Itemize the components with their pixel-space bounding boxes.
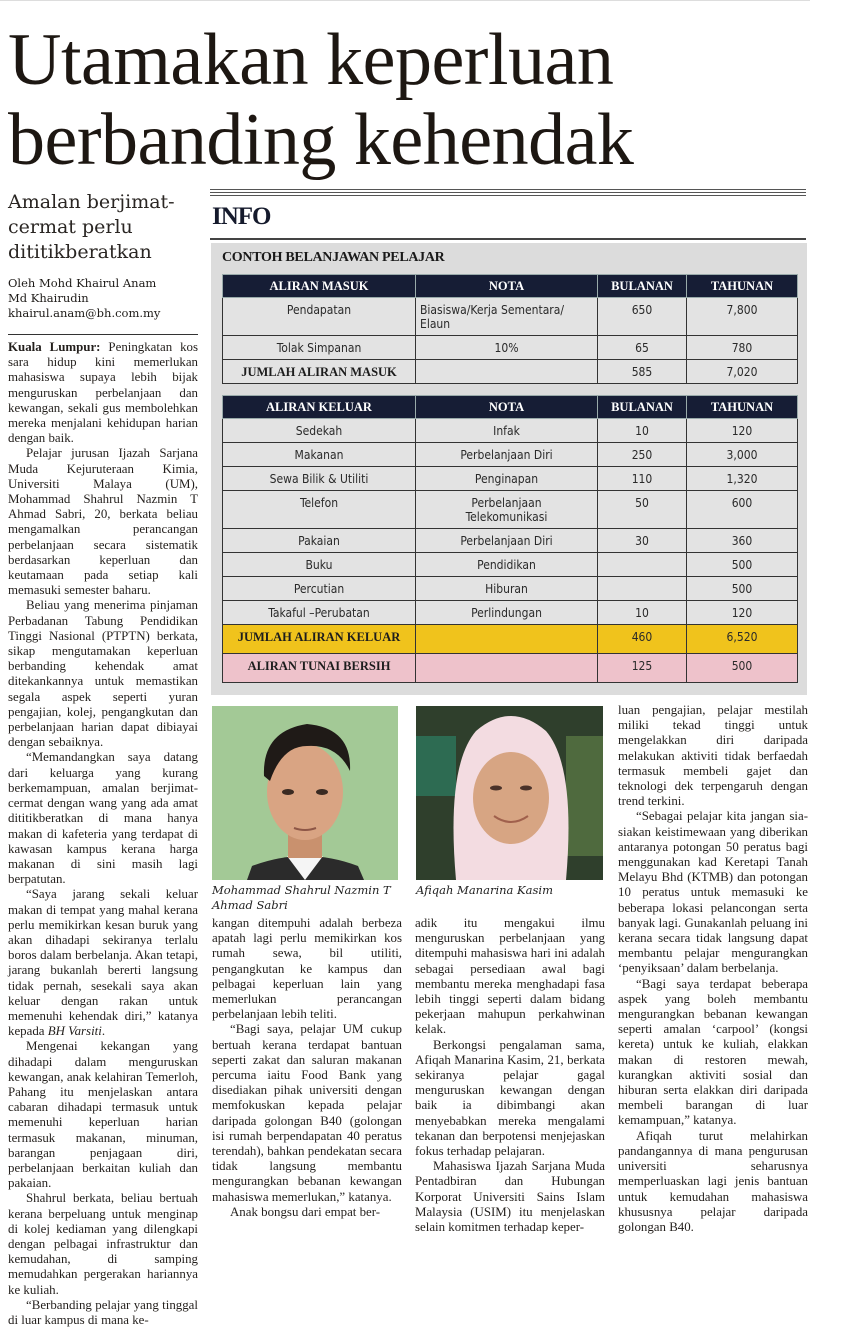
- headline-line-1: Utamakan keperluan: [8, 19, 614, 101]
- income-table: [222, 274, 798, 384]
- cell: 120: [687, 601, 798, 625]
- cell: 460: [598, 625, 687, 654]
- cell: Pakaian: [223, 529, 416, 553]
- byline-author: Oleh Mohd Khairul Anam: [8, 276, 157, 290]
- cell: 500: [687, 577, 798, 601]
- paragraph: kangan ditempuhi adalah berbeza apatah lagi perlu memikirkan kos rumah sewa, bil utiliti, pengangkutan ke kampus dan pelbagai keperluan lain yang memerlukan perancangan perbelanjaan lebih teliti.: [212, 916, 402, 1022]
- cell: 110: [598, 467, 687, 491]
- cell: 650: [598, 298, 687, 336]
- paragraph: “Sebagai pelajar kita jangan sia-siakan keistimewaan yang diberikan antaranya potongan 50 peratus bagi menggunakan kad Keretapi Tanah Melayu Bhd (KTMB) dan potongan 10 peratus untuk memasuki ke beberapa lokasi pelancongan serta banyak lagi. Gunakanlah peluang ini kerana secara tidak langsung dapat membantu pelajar mengurangkan ‘penyiksaan’ dalam berbelanja.: [618, 809, 808, 976]
- cell: 10%: [416, 336, 598, 360]
- paragraph: “Saya jarang sekali keluar makan di tempat yang mahal kerana perlu memikirkan kesan buruk yang akan dihadapi sekiranya terlalu boros dalam berbelanja. Akan tetapi, jarang bukanlah bererti langsung tidak pernah, sesekali saya akan keluar dengan rakan untuk memenuhi kehendak diri,” katanya kepada BH Varsiti.: [8, 887, 198, 1039]
- col-header: ALIRAN MASUK: [223, 275, 416, 298]
- cell: 10: [598, 419, 687, 443]
- total-row: [223, 625, 798, 654]
- cell: Buku: [223, 553, 416, 577]
- info-top-rules: [210, 189, 806, 199]
- table-row: [223, 553, 798, 577]
- col-header: NOTA: [416, 396, 598, 419]
- article-column-1: [8, 340, 198, 1328]
- table-header-row: [223, 396, 798, 419]
- cell: Perbelanjaan Telekomunikasi: [416, 491, 598, 529]
- cell: 7,020: [687, 360, 798, 384]
- budget-title: CONTOH BELANJAWAN PELAJAR: [222, 250, 445, 265]
- cell: ALIRAN TUNAI BERSIH: [223, 654, 416, 683]
- cell: Perbelanjaan Diri: [416, 529, 598, 553]
- cell: JUMLAH ALIRAN MASUK: [223, 360, 416, 384]
- cell: Makanan: [223, 443, 416, 467]
- cell: Percutian: [223, 577, 416, 601]
- table-row: [223, 298, 798, 336]
- paragraph: Mengenai kekangan yang dihadapi dalam menguruskan kewangan, anak kelahiran Temerloh, Pahang itu menjelaskan antara cabaran dihadapi termasuk untuk memenuhi keperluan harian termasuk makanan, minuman, barangan penjagaan diri, perbelanjaan berkaitan kuliah dan pakaian.: [8, 1039, 198, 1191]
- byline-author-cont: Md Khairudin: [8, 291, 89, 305]
- paragraph: luan pengajian, pelajar mestilah miliki tekad tinggi untuk mengelakkan diri daripada melakukan aktiviti tidak berfaedah termasuk membeli gajet dan teknologi dek terpengaruh dengan trend terkini.: [618, 703, 808, 809]
- cell: Perlindungan: [416, 601, 598, 625]
- cell: 125: [598, 654, 687, 683]
- cell: Sedekah: [223, 419, 416, 443]
- portrait-illustration: [212, 706, 398, 880]
- cell: Biasiswa/Kerja Sementara/ Elaun: [416, 298, 598, 336]
- cell: Perbelanjaan Diri: [416, 443, 598, 467]
- net-row: [223, 654, 798, 683]
- paragraph: “Bagi saya terdapat beberapa aspek yang boleh membantu mengurangkan bebanan kewangan seperti amalan ‘carpool’ (kongsi kereta) untuk ke kuliah, elakkan makan di restoren mewah, kurangkan aktiviti sosial dan hiburan serta elakkan diri daripada membeli barangan di luar kemampuan,” katanya.: [618, 976, 808, 1128]
- publication-name: BH Varsiti: [47, 1024, 102, 1039]
- byline-email[interactable]: khairul.anam@bh.com.my: [8, 306, 161, 320]
- paragraph: Beliau yang menerima pinjaman Perbadanan Tabung Pendidikan Tinggi Nasional (PTPTN) berkata, sikap mengutamakan keperluan berbanding kehendak amat ditekankannya untuk memastikan segala aspek seperti yuran pengajian, kolej, pengangkutan dan perbelanjaan harian dapat dibiayai dengan sebaiknya.: [8, 598, 198, 750]
- top-rule: [0, 0, 810, 1]
- col-header: TAHUNAN: [687, 275, 798, 298]
- cell: 500: [687, 654, 798, 683]
- cell: 6,520: [687, 625, 798, 654]
- paragraph: “Berbanding pelajar yang tinggal di luar kampus di mana ke-: [8, 1297, 198, 1327]
- byline-divider: [8, 334, 198, 335]
- table-row: [223, 491, 798, 529]
- cell: 780: [687, 336, 798, 360]
- paragraph: adik itu mengakui ilmu menguruskan perbelanjaan yang ditempuhi mahasiswa hari ini adalah sebagai persediaan awal bagi membantu mereka menghadapi fasa lebih tinggi seperti dalam bidang pekerjaan mahupun perkahwinan kelak.: [415, 916, 605, 1037]
- cell: Takaful –Perubatan: [223, 601, 416, 625]
- cell: 1,320: [687, 467, 798, 491]
- article-column-2: [212, 916, 402, 1220]
- cell: 500: [687, 553, 798, 577]
- cell: 30: [598, 529, 687, 553]
- table-row: [223, 419, 798, 443]
- paragraph: Pelajar jurusan Ijazah Sarjana Muda Kejuruteraan Kimia, Universiti Malaya (UM), Mohammad Shahrul Nazmin T Ahmad Sabri, 20, berkata beliau mengamalkan perancangan perbelanjaan secara sistematik berdasarkan keperluan dan keutamaan pada setiap kali memasuki semester baharu.: [8, 446, 198, 598]
- portrait-photo-afiqah: [416, 706, 603, 880]
- byline: [8, 276, 203, 321]
- info-label: INFO: [212, 203, 271, 230]
- cell: [598, 577, 687, 601]
- cell: 65: [598, 336, 687, 360]
- col-header: ALIRAN KELUAR: [223, 396, 416, 419]
- paragraph: “Bagi saya, pelajar UM cukup bertuah kerana terdapat bantuan seperti zakat dan saluran makanan percuma iaitu Food Bank yang disediakan pihak universiti dengan memfokuskan kepada pelajar daripada golongan B40 (golongan isi rumah berpendapatan 40 peratus terendah), bahkan pendekatan secara tidak langsung membantu mengurangkan bebanan kewangan mahasiswa memerlukan,” katanya.: [212, 1022, 402, 1204]
- standfirst: Amalan berjimat-cermat perlu dititikberatkan: [8, 191, 175, 263]
- headline-line-2: berbanding kehendak: [8, 99, 634, 181]
- paragraph: “Memandangkan saya datang dari keluarga yang kurang berkemampuan, amalan berjimat-cermat dengan wang yang ada amat dititikberatkan di mana hanya makan di kafeteria yang terdapat di kawasan kampus kerana harga makanan di sini masih lagi berpatutan.: [8, 750, 198, 887]
- table-row: [223, 601, 798, 625]
- cell: Penginapan: [416, 467, 598, 491]
- portrait-photo-shahrul: [212, 706, 398, 880]
- table-row: [223, 577, 798, 601]
- cell: Tolak Simpanan: [223, 336, 416, 360]
- col-header: NOTA: [416, 275, 598, 298]
- cell: Sewa Bilik & Utiliti: [223, 467, 416, 491]
- photo-caption: Afiqah Manarina Kasim: [416, 883, 553, 897]
- cell: [416, 654, 598, 683]
- cell: 10: [598, 601, 687, 625]
- expense-table: [222, 395, 798, 683]
- cell: JUMLAH ALIRAN KELUAR: [223, 625, 416, 654]
- cell: 50: [598, 491, 687, 529]
- total-row: [223, 360, 798, 384]
- paragraph: Mahasiswa Ijazah Sarjana Muda Pentadbiran dan Hubungan Korporat Universiti Sains Islam Malaysia (USIM) itu menjelaskan selain komitmen terhadap keper-: [415, 1159, 605, 1235]
- table-row: [223, 443, 798, 467]
- paragraph: Shahrul berkata, beliau bertuah kerana berpeluang untuk menginap di kolej kediaman yang dilengkapi dengan pelbagai infrastruktur dan kemudahan, di samping memudahkan pergerakan hariannya ke kuliah.: [8, 1191, 198, 1297]
- cell: 585: [598, 360, 687, 384]
- article-column-4: [618, 703, 808, 1235]
- cell: [598, 553, 687, 577]
- col-header: BULANAN: [598, 275, 687, 298]
- cell: 250: [598, 443, 687, 467]
- paragraph: Kuala Lumpur: Peningkatan kos sara hidup kini memerlukan mahasiswa supaya lebih bijak menguruskan perbelanjaan dan kewangan, sekali gus membolehkan mereka menjalani kehidupan harian dengan baik.: [8, 340, 199, 446]
- table-header-row: [223, 275, 798, 298]
- paragraph: Afiqah turut melahirkan pandangannya di mana pengurusan universiti seharusnya memperluaskan lagi jenis bantuan untuk kemudahan mahasiswa khususnya pelajar daripada golongan B40.: [618, 1128, 808, 1234]
- cell: Pendapatan: [223, 298, 416, 336]
- table-row: [223, 529, 798, 553]
- cell: 3,000: [687, 443, 798, 467]
- cell: [416, 360, 598, 384]
- cell: Hiburan: [416, 577, 598, 601]
- cell: Telefon: [223, 491, 416, 529]
- cell: 600: [687, 491, 798, 529]
- info-divider: [210, 238, 806, 240]
- cell: Pendidikan: [416, 553, 598, 577]
- paragraph: Berkongsi pengalaman sama, Afiqah Manarina Kasim, 21, berkata sekiranya pelajar gagal menguruskan kewangan dengan baik ia dibimbangi akan menyebabkan mereka mengalami tekanan dan berpotensi menjejaskan fokus terhadap pelajaran.: [415, 1037, 605, 1159]
- col-header: BULANAN: [598, 396, 687, 419]
- table-row: [223, 467, 798, 491]
- headline: [8, 20, 838, 180]
- cell: 360: [687, 529, 798, 553]
- dateline: Kuala Lumpur:: [8, 340, 101, 354]
- cell: Infak: [416, 419, 598, 443]
- table-row: [223, 336, 798, 360]
- cell: [416, 625, 598, 654]
- photo-caption: Mohammad Shahrul Nazmin T Ahmad Sabri: [212, 883, 391, 912]
- portrait-illustration: [416, 706, 603, 880]
- col-header: TAHUNAN: [687, 396, 798, 419]
- cell: 120: [687, 419, 798, 443]
- article-column-3: [415, 916, 605, 1235]
- paragraph: Anak bongsu dari empat ber-: [230, 1204, 381, 1219]
- cell: 7,800: [687, 298, 798, 336]
